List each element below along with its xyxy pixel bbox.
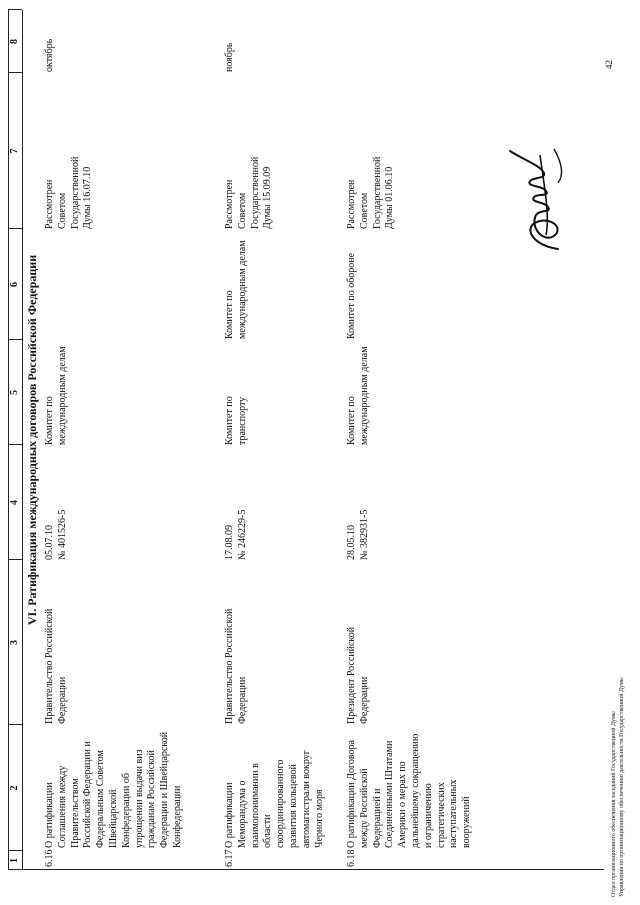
row-committee: Комитет по транспорту — [224, 396, 248, 445]
row-date: 28.05.10 — [346, 525, 357, 560]
row-initiator: Президент Российской Федерации — [346, 626, 370, 724]
section-title: VI. Ратификация международных договоров Российской Федерации — [25, 254, 39, 626]
row-number: 6.18 — [346, 849, 357, 867]
row-committee: Комитет по международным делам — [44, 346, 68, 445]
column-number-5: 5 — [9, 390, 20, 395]
column-number-4: 4 — [9, 500, 20, 505]
row-status: Рассмотрен Советом Государственной Думы 01.06.10 — [346, 156, 396, 229]
row-co-committee: Комитет по международным делам — [224, 240, 248, 339]
row-bill-number: № 401526-5 — [57, 509, 68, 560]
row-bill-number: № 382931-5 — [359, 509, 370, 560]
row-co-committee: Комитет по обороне — [346, 252, 357, 339]
column-divider — [8, 869, 604, 870]
row-date: 05.07.10 — [44, 525, 55, 560]
footer-line-2: Управления по организационному обеспечению деятельности Государственной Думы — [619, 677, 625, 897]
row-title: О ратификации Договора между Российской Федерацией и Соединенными Штатами Америки о мерах по дальнейшему сокращению и ограничению стратегических наступательных вооружений — [346, 733, 473, 848]
header-row-border — [22, 10, 23, 870]
signature-image — [500, 145, 580, 255]
column-number-8: 8 — [9, 39, 20, 44]
row-status: Рассмотрен Советом Государственной Думы 16.07.10 — [44, 156, 94, 229]
column-number-3: 3 — [9, 640, 20, 645]
row-committee: Комитет по международным делам — [346, 346, 370, 445]
page-number: 42 — [604, 60, 614, 69]
footer-line-1: Отдел организационного обеспечения заседаний Государственной Думы — [611, 711, 617, 897]
row-number: 6.17 — [224, 849, 235, 867]
row-date: 17.08.09 — [224, 525, 235, 560]
column-number-6: 6 — [9, 282, 20, 287]
row-month: октябрь — [44, 38, 55, 72]
column-number-7: 7 — [9, 148, 20, 154]
row-initiator: Правительство Российской Федерации — [44, 608, 68, 724]
row-title: О ратификации Соглашения между Правительством Российской Федерации и Федеральным Советом Швейцарской Конфедерации об упрощении выдачи виз гражданам Российской Федерации и Швейцарской Конфедерации — [44, 731, 183, 848]
column-number-2: 2 — [9, 785, 20, 791]
row-month: ноябрь — [224, 42, 235, 72]
row-number: 6.16 — [44, 849, 55, 867]
row-bill-number: № 246229-5 — [237, 509, 248, 560]
row-initiator: Правительство Российской Федерации — [224, 608, 248, 724]
column-number-1: 1 — [9, 858, 20, 863]
row-status: Рассмотрен Советом Государственной Думы 15.09.09 — [224, 156, 274, 229]
row-title: О ратификации Меморандума о взаимопонимании в области скоординированного развития кольцевой автомагистрали вокруг Черного моря — [224, 750, 325, 848]
